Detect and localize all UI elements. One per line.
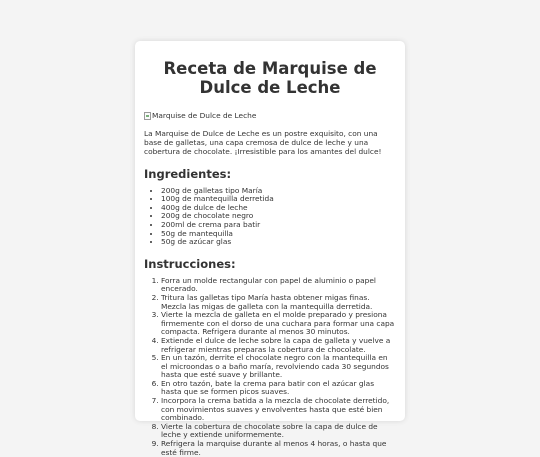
instruction-step: 3. Vierte la mezcla de galleta en el molde preparado y presiona firmemente con el dorso de una cuchara para formar una capa compacta. Refrigera durante al menos 30 minutos.: [161, 311, 396, 337]
ingredients-list: [144, 187, 396, 247]
recipe-image-alt-text: Marquise de Dulce de Leche: [152, 111, 257, 120]
recipe-image: [144, 111, 396, 121]
ingredient-item: • 400g de dulce de leche: [161, 204, 396, 213]
page-title: Receta de Marquise de Dulce de Leche: [163, 59, 377, 97]
instructions-heading: Instrucciones:: [144, 256, 236, 271]
ingredient-item: • 50g de mantequilla: [161, 230, 396, 239]
ingredient-item: • 200ml de crema para batir: [161, 221, 396, 230]
recipe-intro: La Marquise de Dulce de Leche es un postre exquisito, con una base de galletas, una capa cremosa de dulce de leche y una cobertura de chocolate. ¡Irresistible para los amantes del dulce!: [144, 129, 382, 157]
instruction-step: 4. Extiende el dulce de leche sobre la capa de galleta y vuelve a refrigerar mientras preparas la cobertura de chocolate.: [161, 337, 396, 354]
instruction-step: 5. En un tazón, derrite el chocolate negro con la mantequilla en el microondas o a baño maría, revolviendo cada 30 segundos hasta que esté suave y brillante.: [161, 354, 396, 380]
instruction-step: 2. Tritura las galletas tipo María hasta obtener migas finas. Mezcla las migas de galleta con la mantequilla derretida.: [161, 294, 396, 311]
instruction-step: 6. En otro tazón, bate la crema para batir con el azúcar glas hasta que se formen picos suaves.: [161, 380, 396, 397]
instructions-list: [144, 277, 396, 457]
broken-image-icon: [144, 112, 151, 120]
instruction-step: 9. Refrigera la marquise durante al menos 4 horas, o hasta que esté firme.: [161, 440, 396, 457]
ingredient-item: • 50g de azúcar glas: [161, 238, 396, 247]
ingredient-item: • 200g de galletas tipo María: [161, 187, 396, 196]
ingredients-heading: Ingredientes:: [144, 166, 232, 181]
recipe-card: [135, 41, 405, 457]
instruction-step: 1. Forra un molde rectangular con papel de aluminio o papel encerado.: [161, 277, 396, 294]
ingredient-item: • 100g de mantequilla derretida: [161, 195, 396, 204]
instruction-step: 8. Vierte la cobertura de chocolate sobre la capa de dulce de leche y extiende uniformemente.: [161, 423, 396, 440]
ingredient-item: • 200g de chocolate negro: [161, 212, 396, 221]
instruction-step: 7. Incorpora la crema batida a la mezcla de chocolate derretido, con movimientos suaves y envolventes hasta que esté bien combinado.: [161, 397, 396, 423]
